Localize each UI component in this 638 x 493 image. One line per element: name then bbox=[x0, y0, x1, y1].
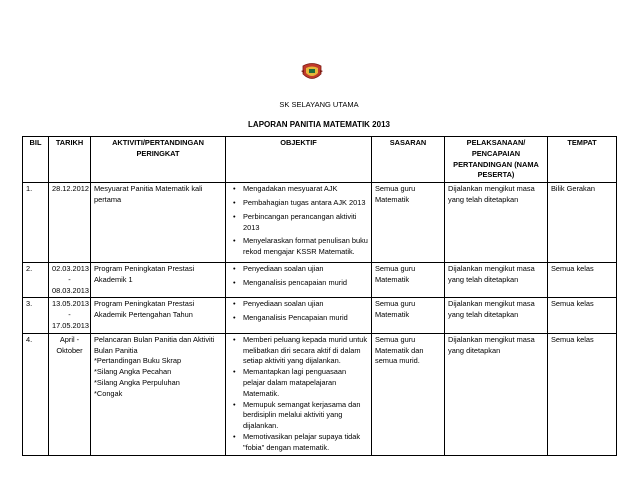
cell-tempat: Bilik Gerakan bbox=[548, 183, 617, 263]
col-header-aktiviti: AKTIVITI/PERTANDINGAN PERINGKAT bbox=[91, 137, 226, 183]
cell-bil: 3. bbox=[23, 298, 49, 333]
school-crest-icon bbox=[300, 62, 324, 82]
cell-bil: 4. bbox=[23, 333, 49, 455]
activity-title: Pelancaran Bulan Panitia dan Aktiviti Bulan Panitia bbox=[94, 334, 215, 355]
table-row bbox=[23, 298, 617, 333]
objective-item: • Menganalisis pencapaian murid bbox=[243, 278, 368, 289]
col-header-pelaksanaan: PELAKSANAAN/ PENCAPAIAN PERTANDINGAN (NAMA PESERTA) bbox=[445, 137, 548, 183]
col-header-tarikh: TARIKH bbox=[49, 137, 91, 183]
table-row bbox=[23, 262, 617, 297]
date-separator: - bbox=[68, 274, 71, 284]
school-name: SK SELAYANG UTAMA bbox=[279, 100, 359, 109]
cell-aktiviti: Mesyuarat Panitia Matematik kali pertama bbox=[91, 183, 226, 263]
objective-item: • Perbincangan perancangan aktiviti 2013 bbox=[243, 212, 368, 234]
cell-bil: 1. bbox=[23, 183, 49, 263]
objective-item: • Menganalisis Pencapaian murid bbox=[243, 313, 368, 324]
objective-item: • Mengadakan mesyuarat AJK bbox=[243, 184, 368, 195]
cell-sasaran: Semua guru Matematik bbox=[372, 262, 445, 297]
cell-pelaksanaan: Dijalankan mengikut masa yang telah ditetapkan bbox=[445, 298, 548, 333]
cell-tempat: Semua kelas bbox=[548, 298, 617, 333]
cell-tarikh bbox=[49, 262, 91, 297]
cell-objektif bbox=[226, 183, 372, 263]
activity-sub-item: *Silang Angka Perpuluhan bbox=[94, 377, 180, 387]
cell-objektif bbox=[226, 262, 372, 297]
cell-tempat: Semua kelas bbox=[548, 262, 617, 297]
report-title: LAPORAN PANITIA MATEMATIK 2013 bbox=[248, 120, 390, 129]
date-start: 02.03.2013 bbox=[52, 263, 89, 273]
cell-pelaksanaan: Dijalankan mengikut masa yang telah ditetapkan bbox=[445, 183, 548, 263]
cell-sasaran: Semua guru Matematik bbox=[372, 183, 445, 263]
cell-objektif bbox=[226, 298, 372, 333]
cell-tarikh bbox=[49, 298, 91, 333]
cell-aktiviti: Program Peningkatan Prestasi Akademik Pertengahan Tahun bbox=[91, 298, 226, 333]
objective-item: • Memotivasikan pelajar supaya tidak "fobia" dengan matematik. bbox=[243, 432, 368, 454]
cell-aktiviti: Program Peningkatan Prestasi Akademik 1 bbox=[91, 262, 226, 297]
activity-sub-item: *Silang Angka Pecahan bbox=[94, 367, 172, 377]
cell-tarikh: 28.12.2012 bbox=[49, 183, 91, 263]
cell-pelaksanaan: Dijalankan mengikut masa yang ditetapkan bbox=[445, 333, 548, 455]
cell-sasaran: Semua guru Matematik dan semua murid. bbox=[372, 333, 445, 455]
cell-tarikh bbox=[49, 333, 91, 455]
objective-item: • Memantapkan lagi penguasaan pelajar dalam matapelajaran Matematik. bbox=[243, 367, 368, 399]
cell-sasaran: Semua guru Matematik bbox=[372, 298, 445, 333]
date-end: 08.03.2013 bbox=[52, 285, 89, 295]
activity-sub-item: *Congak bbox=[94, 388, 123, 398]
table-row bbox=[23, 333, 617, 455]
date-end: 17.05.2013 bbox=[52, 320, 89, 330]
cell-pelaksanaan: Dijalankan mengikut masa yang telah ditetapkan bbox=[445, 262, 548, 297]
cell-objektif bbox=[226, 333, 372, 455]
cell-tempat: Semua kelas bbox=[548, 333, 617, 455]
date-start: 13.05.2013 bbox=[52, 299, 89, 309]
objective-item: • Penyediaan soalan ujian bbox=[243, 264, 368, 275]
col-header-tempat: TEMPAT bbox=[548, 137, 617, 183]
objective-item: • Memupuk semangat kerjasama dan berdisiplin melalui aktiviti yang dijalankan. bbox=[243, 400, 368, 432]
date-end: Oktober bbox=[56, 345, 83, 355]
date-start: April - bbox=[59, 334, 80, 344]
activity-sub-item: *Pertandingan Buku Skrap bbox=[94, 356, 182, 366]
objective-item: • Penyediaan soalan ujian bbox=[243, 299, 368, 310]
objective-item: • Pembahagian tugas antara AJK 2013 bbox=[243, 198, 368, 209]
report-table bbox=[22, 136, 617, 456]
col-header-sasaran: SASARAN bbox=[372, 137, 445, 183]
table-row bbox=[23, 183, 617, 263]
cell-bil: 2. bbox=[23, 262, 49, 297]
col-header-bil: BIL bbox=[23, 137, 49, 183]
col-header-objektif: OBJEKTIF bbox=[226, 137, 372, 183]
date-separator: - bbox=[68, 310, 71, 320]
objective-item: • Menyelaraskan format penulisan buku rekod mengajar KSSR Matematik. bbox=[243, 236, 368, 258]
cell-aktiviti bbox=[91, 333, 226, 455]
objective-item: • Memberi peluang kepada murid untuk melibatkan diri secara aktif di dalam setiap aktiviti yang dijalankan. bbox=[243, 335, 368, 367]
table-header-row bbox=[23, 137, 617, 183]
